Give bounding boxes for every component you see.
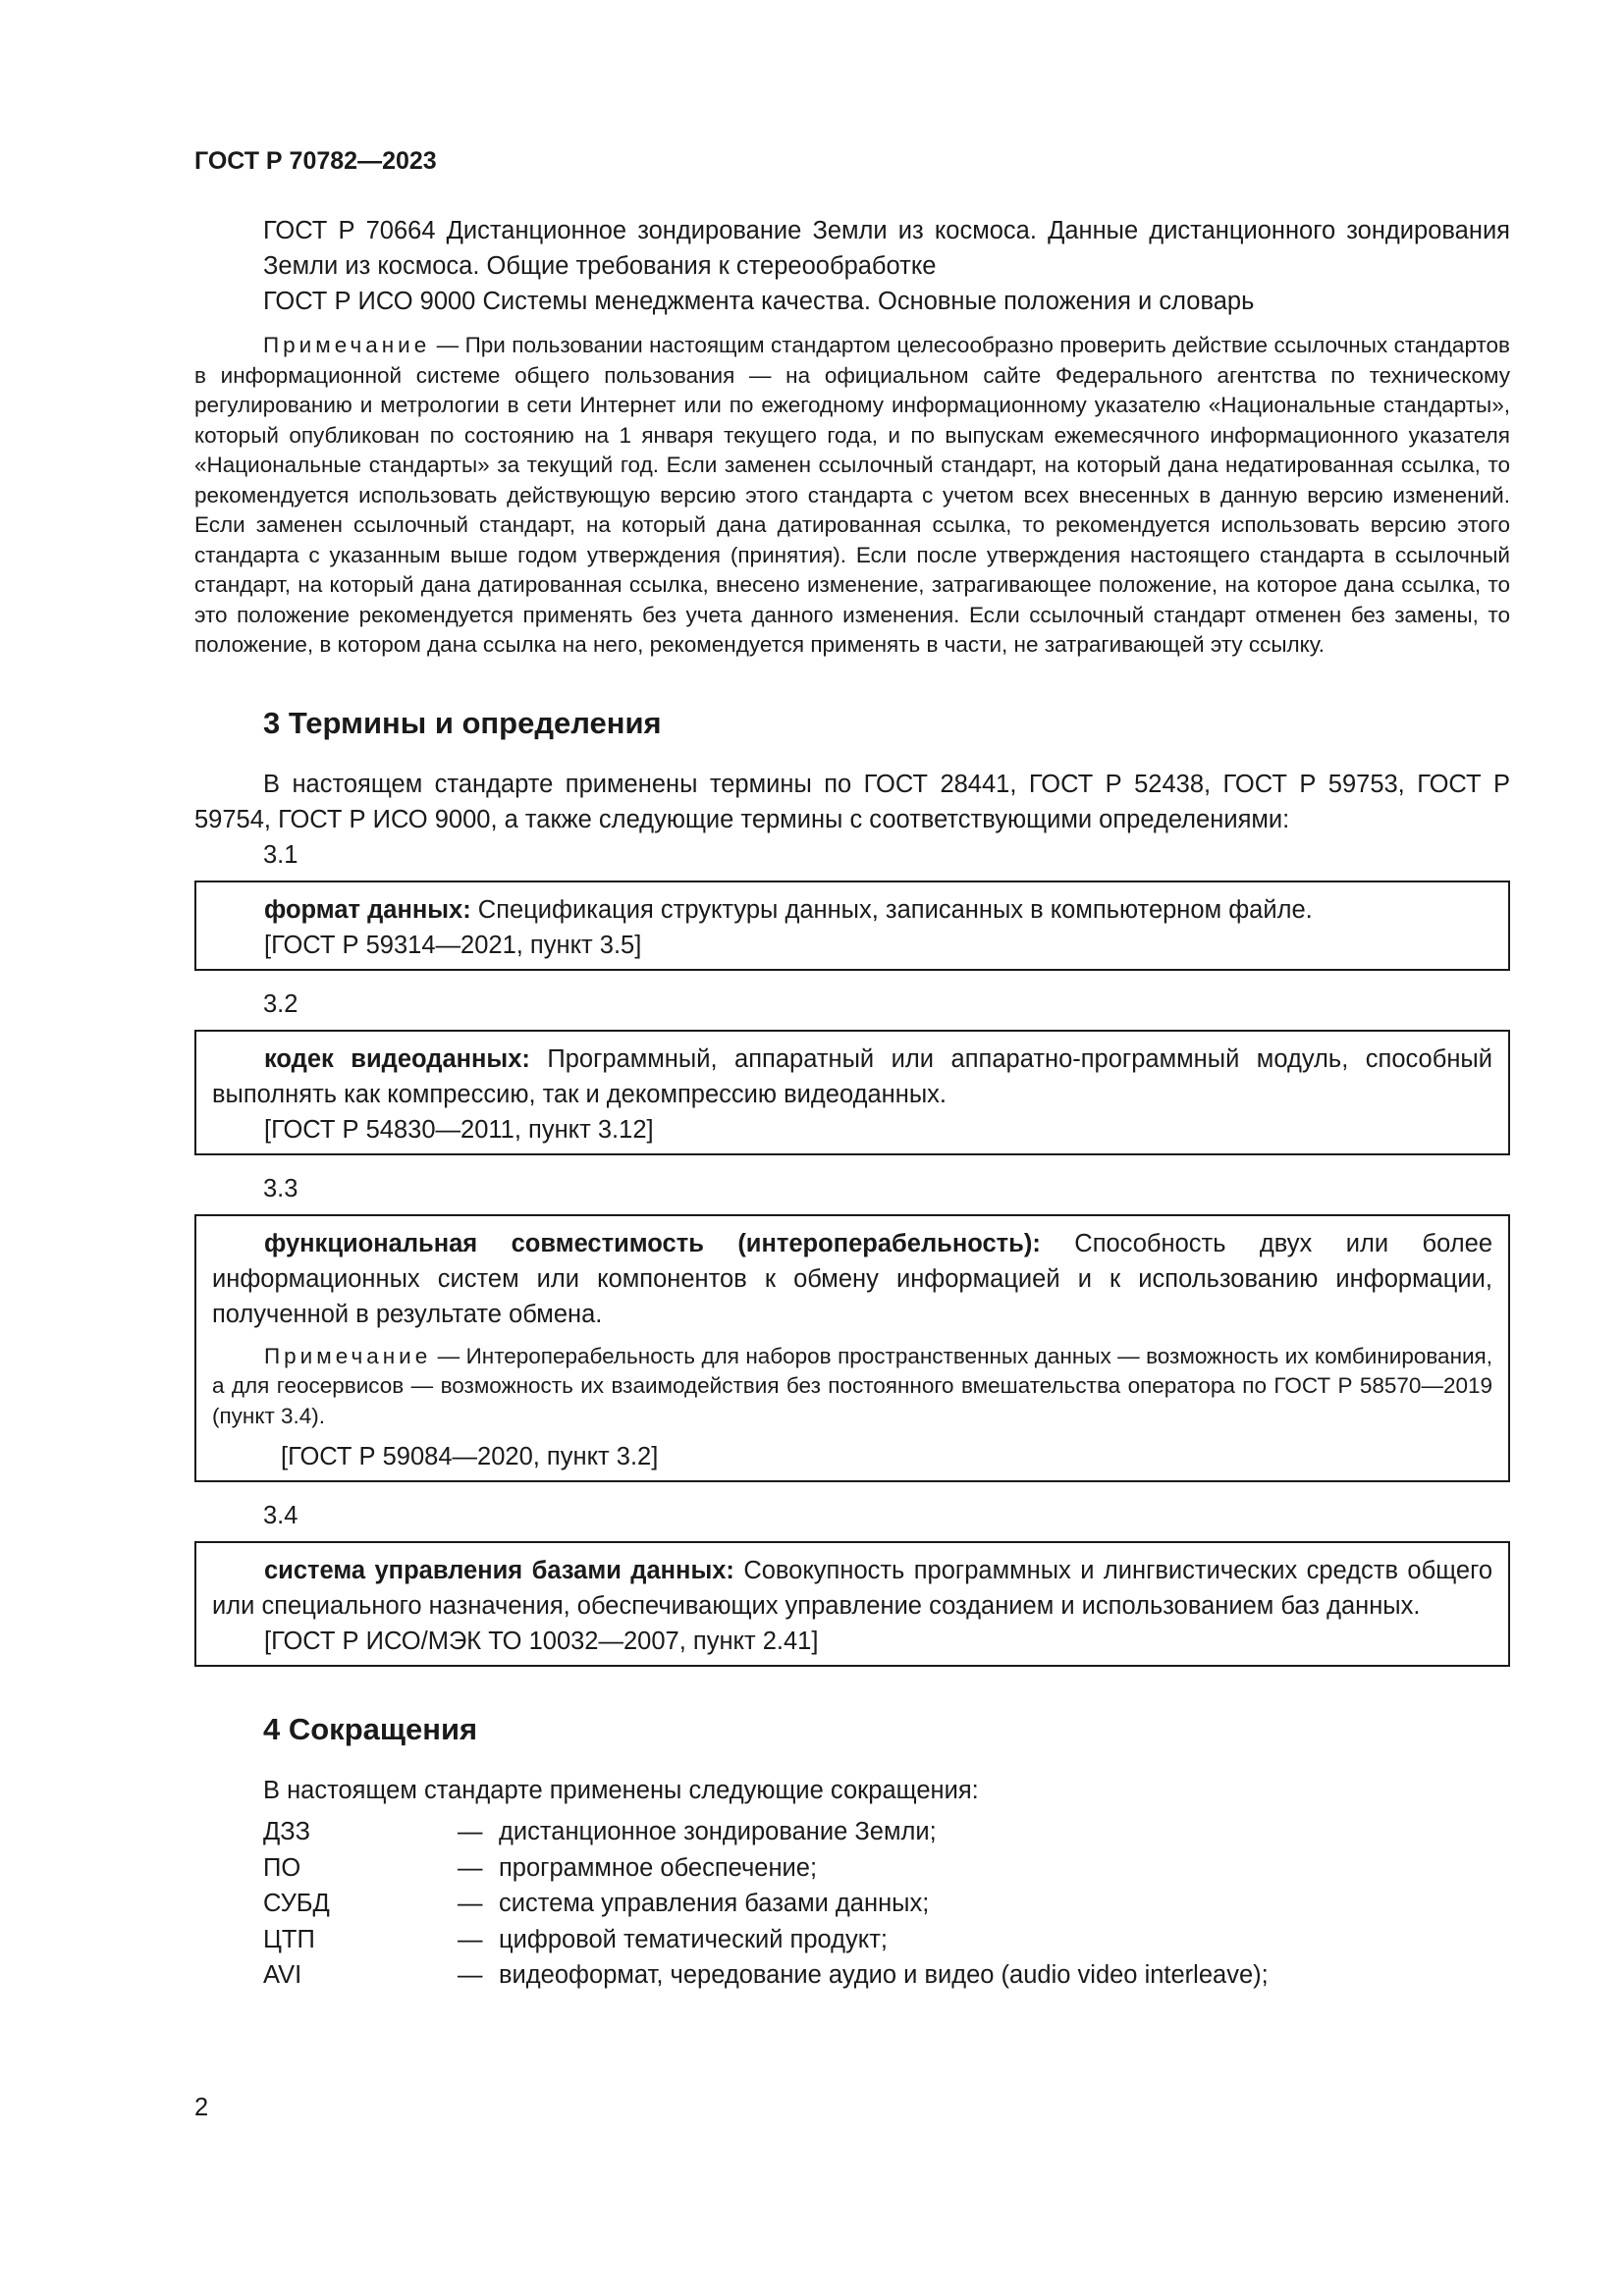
- term-definition: [212, 1226, 1492, 1332]
- section-3-title: 3 Термины и определения: [263, 705, 662, 740]
- abbreviation: ДЗЗ: [263, 1818, 311, 1845]
- term-number: 3.2: [263, 989, 298, 1018]
- term-source: [ГОСТ Р 54830—2011, пункт 3.12]: [264, 1115, 654, 1144]
- dash: —: [458, 1961, 483, 1989]
- abbreviation-description: дистанционное зондирование Земли;: [499, 1818, 937, 1845]
- section-4-title: 4 Сокращения: [263, 1712, 478, 1746]
- list-item: [194, 1886, 1510, 1922]
- term-number: 3.1: [263, 840, 298, 869]
- term-text: Спецификация структуры данных, записанных в компьютерном файле.: [470, 895, 1313, 924]
- list-item: [194, 1814, 1510, 1850]
- term-source: [ГОСТ Р 59314—2021, пункт 3.5]: [264, 931, 642, 959]
- term-definition: [212, 1553, 1492, 1624]
- term-name: кодек видеоданных:: [264, 1044, 530, 1073]
- term-note: [212, 1342, 1492, 1432]
- term-number: 3.4: [263, 1502, 298, 1529]
- term-source: [ГОСТ Р ИСО/МЭК ТО 10032—2007, пункт 2.41]: [264, 1628, 819, 1655]
- reference-note: [194, 331, 1510, 661]
- abbreviation: ПО: [263, 1853, 301, 1882]
- term-number: 3.3: [263, 1174, 298, 1202]
- section-3-intro: В настоящем стандарте применены термины по ГОСТ 28441, ГОСТ Р 52438, ГОСТ Р 59753, ГОСТ Р 59754, ГОСТ Р ИСО 9000, а также следующие термины с соответствующими определениями:: [194, 770, 1510, 833]
- abbreviation-list: [194, 1814, 1510, 1994]
- abbreviation: ЦТП: [263, 1925, 315, 1953]
- normative-reference: ГОСТ Р ИСО 9000 Системы менеджмента качества. Основные положения и словарь: [263, 288, 1255, 315]
- abbreviation: СУБД: [263, 1890, 330, 1917]
- term-name: формат данных:: [264, 895, 471, 924]
- dash: —: [458, 1818, 483, 1845]
- dash: —: [458, 1890, 483, 1917]
- term-definition-box: [194, 1541, 1510, 1667]
- term-text: Программный, аппаратный или аппаратно-программный модуль, способный выполнять как компрессию, так и декомпрессию видеоданных.: [212, 1044, 1492, 1108]
- abbreviation: AVI: [263, 1961, 302, 1989]
- dash: —: [458, 1925, 483, 1953]
- abbreviation-description: программное обеспечение;: [499, 1853, 818, 1882]
- term-source: [ГОСТ Р 59084—2020, пункт 3.2]: [281, 1443, 659, 1470]
- document-page: [194, 147, 1510, 1994]
- term-text: Способность двух или более информационных систем или компонентов к обмену информацией и к использованию информации, полученной в результате обмена.: [212, 1229, 1492, 1328]
- note-label: Примечание: [264, 1343, 432, 1368]
- term-text: Совокупность программных и лингвистических средств общего или специального назначения, обеспечивающих управление созданием и использованием баз данных.: [212, 1557, 1493, 1620]
- note-label: Примечание: [263, 333, 431, 357]
- list-item: [194, 1850, 1510, 1887]
- term-definition-box: [194, 1214, 1510, 1483]
- normative-reference: ГОСТ Р 70664 Дистанционное зондирование Земли из космоса. Данные дистанционного зондирования Земли из космоса. Общие требования к стереообработке: [263, 217, 1510, 280]
- list-item: [194, 1922, 1510, 1958]
- term-name: функциональная совместимость (интероперабельность):: [264, 1229, 1041, 1257]
- term-definition: [212, 892, 1492, 928]
- term-definition-box: [194, 881, 1510, 971]
- section-4-intro: В настоящем стандарте применены следующие сокращения:: [263, 1777, 979, 1804]
- page-number: 2: [194, 2094, 209, 2121]
- note-text: — Интероперабельность для наборов пространственных данных — возможность их комбинирования, а для геосервисов — возможность их взаимодействия без постоянного вмешательства оператора по ГОСТ Р 58570—2019 (пункт 3.4).: [212, 1343, 1492, 1428]
- term-name: система управления базами данных:: [264, 1557, 734, 1584]
- abbreviation-description: цифровой тематический продукт;: [499, 1925, 889, 1953]
- term-definition-box: [194, 1030, 1510, 1155]
- abbreviation-description: система управления базами данных;: [499, 1890, 930, 1917]
- abbreviation-description: видеоформат, чередование аудио и видео (audio video interleave);: [499, 1961, 1269, 1989]
- dash: —: [458, 1853, 483, 1882]
- list-item: [194, 1957, 1510, 1994]
- term-definition: [212, 1041, 1492, 1112]
- note-text: — При пользовании настоящим стандартом целесообразно проверить действие ссылочных стандартов в информационной системе общего пользования — на официальном сайте Федерального агентства по техническому регулированию и метрологии в сети Интернет или по ежегодному информационному указателю «Национальные стандарты», который опубликован по состоянию на 1 января текущего года, и по выпускам ежемесячного информационного указателя «Национальные стандарты» за текущий год. Если заменен ссылочный стандарт, на который дана недатированная ссылка, то рекомендуется использовать действующую версию этого стандарта с учетом всех внесенных в данную версию изменений. Если заменен ссылочный стандарт, на который дана датированная ссылка, то рекомендуется использовать версию этого стандарта с указанным выше годом утверждения (принятия). Если после утверждения настоящего стандарта в ссылочный стандарт, на который дана датированная ссылка, внесено изменение, затрагивающее положение, на которое дана ссылка, то это положение рекомендуется применять без учета данного изменения. Если ссылочный стандарт отменен без замены, то положение, в котором дана ссылка на него, рекомендуется применять в части, не затрагивающей эту ссылку.: [194, 333, 1510, 657]
- document-header: ГОСТ Р 70782—2023: [194, 147, 437, 175]
